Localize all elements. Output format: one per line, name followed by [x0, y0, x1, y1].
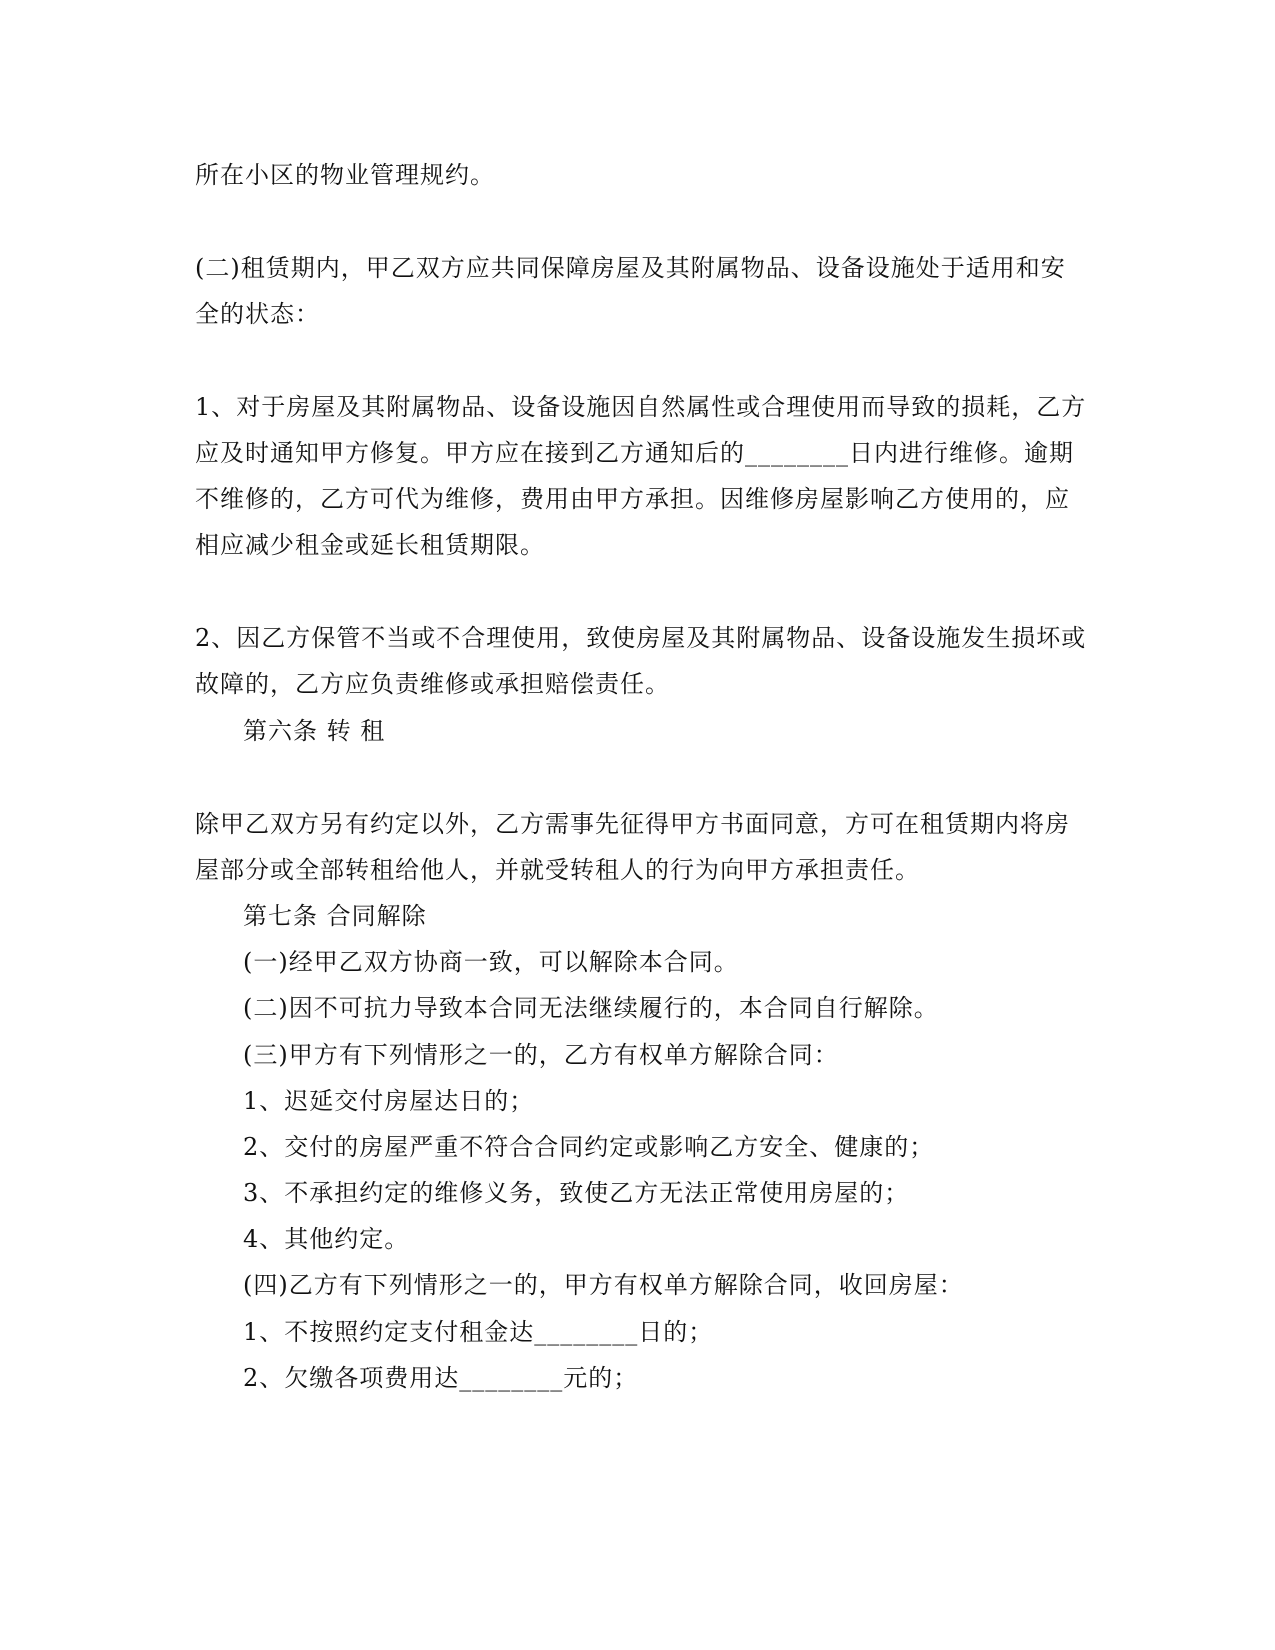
clause-line: (三)甲方有下列情形之一的，乙方有权单方解除合同：	[243, 1041, 839, 1069]
paragraph-line: 故障的，乙方应负责维修或承担赔偿责任。	[195, 670, 670, 698]
paragraph-line: 屋部分或全部转租给他人，并就受转租人的行为向甲方承担责任。	[195, 856, 920, 884]
section-heading: 第六条 转 租	[243, 717, 386, 745]
clause-line: 1、迟延交付房屋达日的；	[243, 1087, 535, 1115]
paragraph-line: 相应减少租金或延长租赁期限。	[195, 531, 545, 559]
paragraph-line: 应及时通知甲方修复。甲方应在接到乙方通知后的________日内进行维修。逾期	[195, 439, 1074, 467]
paragraph-line: 除甲乙双方另有约定以外，乙方需事先征得甲方书面同意，方可在租赁期内将房	[195, 810, 1070, 838]
clause-line: (四)乙方有下列情形之一的，甲方有权单方解除合同，收回房屋：	[243, 1271, 964, 1299]
clause-line: (一)经甲乙双方协商一致，可以解除本合同。	[243, 948, 739, 976]
clause-line: 3、不承担约定的维修义务，致使乙方无法正常使用房屋的；	[243, 1179, 910, 1207]
paragraph-line: 2、因乙方保管不当或不合理使用，致使房屋及其附属物品、设备设施发生损坏或	[195, 624, 1087, 652]
clause-line: 2、欠缴各项费用达________元的；	[243, 1364, 639, 1392]
clause-line: (二)因不可抗力导致本合同无法继续履行的，本合同自行解除。	[243, 994, 939, 1022]
clause-line: 1、不按照约定支付租金达________日的；	[243, 1318, 714, 1346]
paragraph-line: 全的状态：	[195, 300, 320, 328]
clause-line: 4、其他约定。	[243, 1225, 410, 1253]
clause-line: 2、交付的房屋严重不符合合同约定或影响乙方安全、健康的；	[243, 1133, 935, 1161]
paragraph-line: 1、对于房屋及其附属物品、设备设施因自然属性或合理使用而导致的损耗，乙方	[195, 393, 1087, 421]
paragraph-line: (二)租赁期内，甲乙双方应共同保障房屋及其附属物品、设备设施处于适用和安	[195, 254, 1066, 282]
section-heading: 第七条 合同解除	[243, 902, 427, 930]
paragraph-line: 所在小区的物业管理规约。	[195, 161, 495, 189]
paragraph-line: 不维修的，乙方可代为维修，费用由甲方承担。因维修房屋影响乙方使用的，应	[195, 485, 1070, 513]
